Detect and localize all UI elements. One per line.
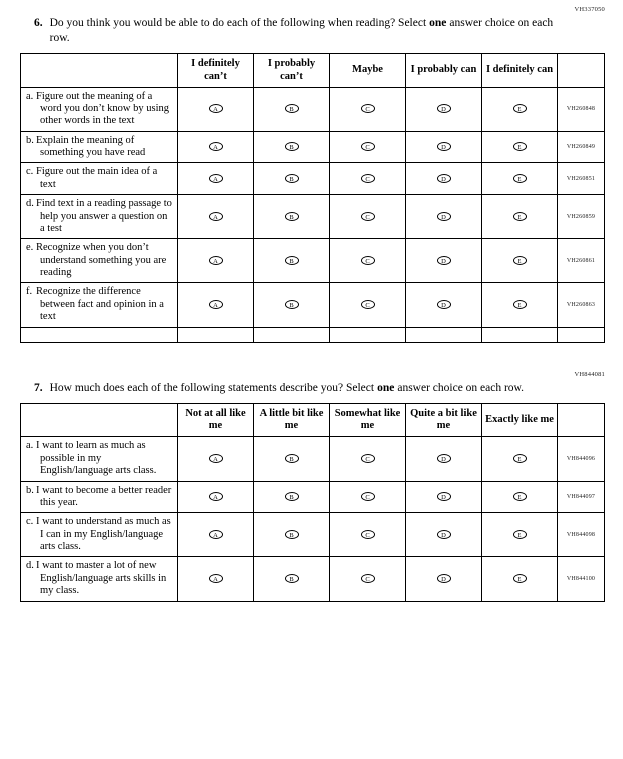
empty-header-cell [21,54,178,87]
answer-bubble[interactable]: A [209,174,223,183]
answer-bubble[interactable]: A [209,300,223,309]
q6-table [20,53,605,342]
answer-cell [406,87,482,131]
answer-bubble[interactable]: B [285,212,299,221]
empty-header-cell [21,404,178,437]
answer-cell [406,239,482,283]
row-letter: d. [26,198,34,210]
q6-text [50,16,564,45]
answer-bubble[interactable]: B [285,300,299,309]
answer-bubble[interactable]: C [361,454,375,463]
q6-col-header: Maybe [330,54,406,87]
answer-cell [178,163,254,195]
answer-bubble[interactable]: E [513,256,527,265]
answer-bubble[interactable]: E [513,174,527,183]
answer-bubble[interactable]: C [361,300,375,309]
answer-bubble[interactable]: E [513,454,527,463]
answer-bubble[interactable]: A [209,256,223,265]
answer-bubble[interactable]: C [361,574,375,583]
answer-cell [254,87,330,131]
answer-cell [482,131,558,163]
q6-form-code: VH337050 [574,6,605,13]
answer-cell [330,437,406,481]
row-code: VH260851 [558,163,605,195]
answer-bubble[interactable]: D [437,530,451,539]
answer-cell [178,87,254,131]
q7-col-header: Not at all like me [178,404,254,437]
row-code: VH844097 [558,481,605,513]
row-label: I want to master a lot of new English/language arts skills in my class. [36,560,167,597]
row-label: I want to understand as much as I can in my English/language arts class. [36,516,171,553]
answer-cell [482,437,558,481]
empty-header-cell [558,404,605,437]
q7-table [20,403,605,601]
answer-bubble[interactable]: B [285,574,299,583]
row-letter: d. [26,560,34,572]
answer-cell [330,131,406,163]
answer-cell [178,481,254,513]
answer-cell [330,87,406,131]
answer-bubble[interactable]: D [437,212,451,221]
answer-cell [178,557,254,601]
table-row [21,239,605,283]
row-code: VH844098 [558,513,605,557]
row-letter: a. [26,440,34,452]
answer-bubble[interactable]: B [285,142,299,151]
q6-header-row [21,54,605,87]
row-code: VH844100 [558,557,605,601]
answer-cell [330,557,406,601]
answer-bubble[interactable]: E [513,492,527,501]
answer-bubble[interactable]: B [285,492,299,501]
answer-bubble[interactable]: B [285,256,299,265]
row-code: VH260849 [558,131,605,163]
answer-bubble[interactable]: C [361,174,375,183]
answer-cell [406,163,482,195]
answer-bubble[interactable]: E [513,212,527,221]
row-label: Explain the meaning of something you have read [36,134,146,159]
answer-bubble[interactable]: A [209,574,223,583]
row-letter: c. [26,166,34,178]
answer-bubble[interactable]: B [285,530,299,539]
answer-cell [482,283,558,327]
answer-cell [254,557,330,601]
answer-cell [330,481,406,513]
answer-cell [482,513,558,557]
answer-cell [482,557,558,601]
answer-cell [178,131,254,163]
answer-bubble[interactable]: A [209,454,223,463]
answer-bubble[interactable]: C [361,142,375,151]
answer-cell [330,239,406,283]
q6-col-header: I definitely can’t [178,54,254,87]
q7-header-row [21,404,605,437]
table-row [21,557,605,601]
table-row [21,481,605,513]
q7-col-header: Quite a bit like me [406,404,482,437]
q6-number: 6. [34,17,43,29]
answer-bubble[interactable]: C [361,256,375,265]
answer-cell [330,195,406,239]
row-letter: b. [26,484,34,496]
answer-bubble[interactable]: A [209,104,223,113]
answer-cell [178,513,254,557]
q6-col-header: I probably can [406,54,482,87]
answer-bubble[interactable]: A [209,212,223,221]
answer-cell [330,283,406,327]
answer-cell [254,513,330,557]
answer-bubble[interactable]: C [361,104,375,113]
q7-text-part1: How much does each of the following statements describe you? Select [49,381,375,394]
answer-cell [482,163,558,195]
row-label: I want to learn as much as possible in my English/language arts class. [36,440,157,477]
answer-cell [482,195,558,239]
answer-cell [254,131,330,163]
answer-bubble[interactable]: C [361,530,375,539]
answer-cell [406,557,482,601]
table-row [21,163,605,195]
row-label: Recognize when you don’t understand something you are reading [36,242,167,279]
answer-cell [482,87,558,131]
row-label: Find text in a reading passage to help you answer a question on a test [36,198,172,234]
answer-bubble[interactable]: D [437,174,451,183]
q7-number: 7. [34,381,43,394]
answer-cell [406,437,482,481]
answer-cell [330,513,406,557]
answer-cell [406,513,482,557]
row-label: I want to become a better reader this year. [36,484,172,508]
answer-bubble[interactable]: E [513,574,527,583]
answer-cell [254,437,330,481]
table-row [21,131,605,163]
row-code: VH260859 [558,195,605,239]
table-row [21,513,605,557]
answer-bubble[interactable]: D [437,492,451,501]
answer-bubble[interactable]: A [209,492,223,501]
q7-prompt [34,381,593,396]
row-letter: a. [26,90,34,102]
answer-cell [178,239,254,283]
row-label: Figure out the main idea of a text [36,166,158,190]
answer-bubble[interactable]: D [437,256,451,265]
q6-col-header: I probably can’t [254,54,330,87]
answer-cell [330,163,406,195]
answer-bubble[interactable]: B [285,104,299,113]
row-code: VH260863 [558,283,605,327]
q7-col-header: A little bit like me [254,404,330,437]
answer-bubble[interactable]: D [437,454,451,463]
answer-cell [178,195,254,239]
answer-cell [406,131,482,163]
row-label: Recognize the difference between fact and opinion in a text [36,286,164,323]
answer-cell [254,283,330,327]
answer-bubble[interactable]: D [437,300,451,309]
answer-bubble[interactable]: E [513,104,527,113]
q7-col-header: Somewhat like me [330,404,406,437]
answer-cell [406,481,482,513]
answer-cell [254,481,330,513]
answer-cell [178,283,254,327]
answer-cell [406,195,482,239]
answer-cell [254,195,330,239]
answer-bubble[interactable]: D [437,104,451,113]
q6-col-header: I definitely can [482,54,558,87]
answer-bubble[interactable]: A [209,142,223,151]
row-letter: c. [26,516,34,528]
answer-bubble[interactable]: B [285,454,299,463]
answer-bubble[interactable]: C [361,492,375,501]
row-code: VH260848 [558,87,605,131]
q7-form-code: VH844081 [574,370,605,378]
answer-bubble[interactable]: E [513,300,527,309]
answer-cell [482,481,558,513]
answer-cell [482,239,558,283]
answer-cell [406,283,482,327]
empty-header-cell [558,54,605,87]
row-letter: f. [26,286,33,298]
row-label: Figure out the meaning of a word you don’t know by using other words in the text [36,90,170,127]
q7-text-part2: answer choice on each row. [397,381,524,394]
answer-bubble[interactable]: E [513,530,527,539]
q6-text-part1: Do you think you would be able to do each of the following when reading? Select [49,17,427,29]
row-code: VH260861 [558,239,605,283]
q7-text-bold: one [377,381,395,394]
row-code: VH844096 [558,437,605,481]
q6-prompt [34,16,593,45]
q6-text-part2: answer choice on each row. [49,17,554,44]
q7-text [50,381,564,396]
answer-bubble[interactable]: D [437,142,451,151]
table-row [21,437,605,481]
table-row-empty [21,327,605,342]
answer-bubble[interactable]: B [285,174,299,183]
row-letter: b. [26,134,34,146]
row-letter: e. [26,242,34,254]
q7-col-header: Exactly like me [482,404,558,437]
q6-text-bold: one [429,17,447,29]
answer-bubble[interactable]: A [209,530,223,539]
answer-bubble[interactable]: D [437,574,451,583]
answer-cell [254,239,330,283]
answer-bubble[interactable]: C [361,212,375,221]
answer-cell [254,163,330,195]
answer-bubble[interactable]: E [513,142,527,151]
table-row [21,87,605,131]
answer-cell [178,437,254,481]
table-row [21,283,605,327]
table-row [21,195,605,239]
